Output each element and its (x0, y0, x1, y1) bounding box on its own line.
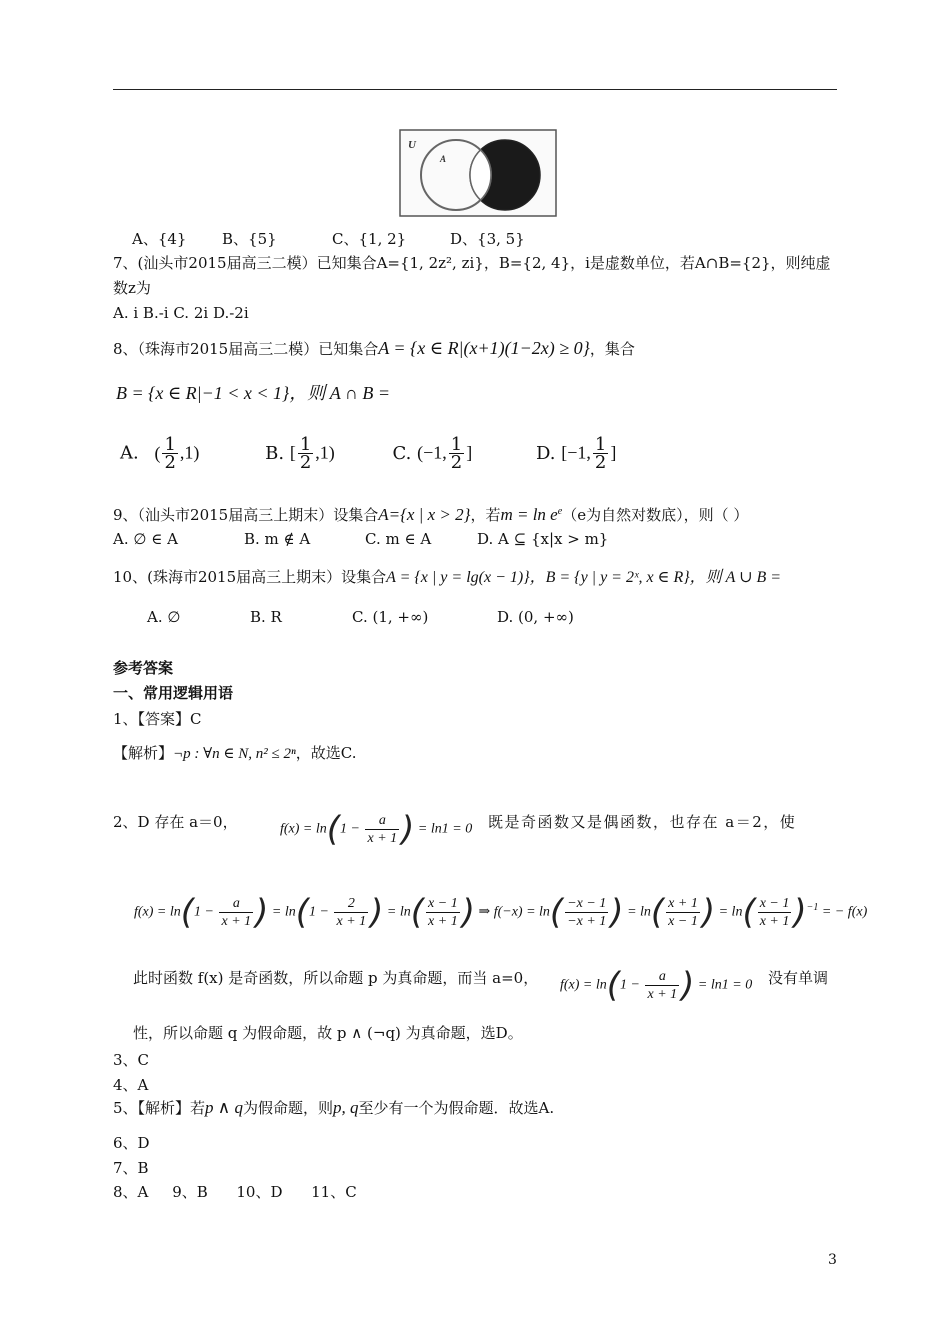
q10-set-a: A = {x | y = lg(x − 1)} (386, 569, 530, 586)
venn-diagram (398, 128, 558, 220)
q8-frac-b: $\frac{1}{2}$ (299, 434, 312, 473)
answer-5-tail: 至少有一个为假命题．故选A. (358, 1099, 555, 1117)
answer-1-analysis (113, 743, 356, 764)
q8-set-a: A = {x ∈ R|(x+1)(1−2x) ≥ 0} (378, 338, 590, 358)
answer-5-math-1: p ∧ q (205, 1098, 243, 1117)
q8-stem (113, 338, 635, 359)
q7-line-1: 7、(汕头市2015届高三二模）已知集合A={1, 2z², zi}，B={2, 4}，i是虚数单位，若A∩B={2}，则纯虚 (113, 254, 831, 272)
q9-mid: ，若 (470, 506, 501, 524)
answer-2-tail-1: 既是奇函数又是偶函数，也存在 a＝2，使 (488, 813, 797, 831)
q8-set-b: B = {x ∈ R|−1 < x < 1}，则 A ∩ B = (116, 383, 391, 403)
answer-3: 3、C (113, 1051, 150, 1069)
answer-5-mid: 为假命题，则 (243, 1099, 334, 1117)
answer-2-start: 2、D 存在 a＝0， (113, 813, 238, 831)
q6-option-a: A、{4} (132, 230, 187, 248)
q6-option-c: C、{1, 2} (332, 230, 407, 248)
q8-options: A. ( $\frac{1}{2}$ ,1) B. [ $\frac{1}{2}$ ,1) C. (−1, $\frac{1}{2}$ ] D. [−1, $\frac{1}{2}$ ] (120, 434, 617, 473)
answer-1-analysis-tail: ，故选C. (295, 744, 357, 762)
answer-8-11: 8、A 9、B 10、D 11、C (113, 1183, 357, 1201)
venn-u-label: U (408, 139, 416, 151)
q7-options: A. i B.-i C. 2i D.-2i (113, 304, 249, 322)
q8-frac-a: $\frac{1}{2}$ (164, 434, 176, 473)
answer-2-line-1 (113, 812, 238, 832)
q8-frac-c: $\frac{1}{2}$ (450, 434, 463, 473)
q10-set-b: ，B = {y | y = 2ˣ, x ∈ R} (529, 569, 690, 586)
venn-a-label: A (440, 154, 447, 164)
answer-6: 6、D (113, 1134, 150, 1152)
answer-4: 4、A (113, 1076, 149, 1094)
page-number: 3 (828, 1252, 837, 1268)
q9-option-c: C. m ∈ A (365, 530, 432, 548)
answer-1: 1、【答案】C (113, 710, 202, 728)
q10-option-c: C. (1, +∞) (352, 608, 429, 626)
answer-2-eq-1: f(x) = ln(1 − $\frac{a}{x + 1}$ ) = ln1 = 0 (280, 809, 473, 850)
answer-2-eq-2: f(x) = ln(1 − $\frac{a}{x + 1}$ ) = ln(1 − $\frac{2}{x + 1}$ ) = ln( $\frac{x - 1}{x + 1}$ ) ⇒ f(−x) = ln( $\frac{-x - 1}{-x + 1}$ ) = ln( $\frac{x + 1}{x - 1}$ ) = ln( $\frac{x - 1}{x + 1}$ )$^{-1}$ = − f(x) (134, 892, 868, 933)
q9-stem: 9、（汕头市2015届高三上期末）设集合A={x | x > 2}，若$m = \ln e^e(e$为自然对数底），则（ ） (113, 505, 749, 524)
answer-1-analysis-math: ¬p : ∀n ∈ N, n² ≤ 2ⁿ (173, 746, 296, 762)
q6-option-b: B、{5} (222, 230, 277, 248)
answers-section-title: 一、常用逻辑用语 (113, 684, 234, 702)
q8-option-d-label: D. (535, 442, 556, 464)
answer-2-line-3-post: 没有单调 (768, 969, 829, 987)
q9-option-a: A. ∅ ∈ A (113, 530, 178, 548)
answer-2-line-3 (133, 968, 538, 988)
q9-set-a: A={x | x > 2} (378, 505, 471, 524)
q8-frac-d: $\frac{1}{2}$ (594, 434, 607, 473)
answer-2-eq-3: f(x) = ln(1 − $\frac{a}{x + 1}$ ) = ln1 = 0 (560, 965, 753, 1006)
q10-stem (113, 567, 781, 588)
answer-5-math-2: p, q (333, 1098, 359, 1117)
answer-2-line-4: 性，所以命题 q 为假命题，故 p ∧ (¬q) 为真命题，选D。 (133, 1024, 523, 1042)
q9-option-d: D. A ⊆ {x|x > m} (477, 530, 609, 548)
q7-line-2: 数z为 (113, 279, 151, 297)
q8-suffix: ，集合 (589, 340, 635, 358)
answer-7: 7、B (113, 1159, 149, 1177)
q10-option-d: D. (0, +∞) (497, 608, 574, 626)
q8-option-c-label: C. (392, 442, 412, 464)
q6-option-d: D、{3, 5} (450, 230, 525, 248)
answer-5 (113, 1098, 554, 1118)
q9-m: m = ln e (500, 505, 558, 524)
q8-option-b-label: B. (265, 442, 285, 464)
q9-prefix: 9、（汕头市2015届高三上期末）设集合 (113, 506, 379, 524)
q10-prefix: 10、(珠海市2015届高三上期末）设集合 (113, 568, 387, 586)
q8-option-a-label: A. (120, 442, 139, 464)
answers-heading: 参考答案 (113, 659, 174, 677)
q10-option-a: A. ∅ (147, 608, 181, 626)
q10-option-b: B. R (250, 608, 282, 626)
q9-option-b: B. m ∉ A (244, 530, 311, 548)
q10-tail: ，则 A ∪ B = (689, 569, 782, 586)
header-rule (113, 89, 837, 90)
answer-1-analysis-label: 【解析】 (113, 744, 174, 762)
answer-5-pre: 5、【解析】若 (113, 1099, 206, 1117)
q8-prefix: 8、（珠海市2015届高三二模）已知集合 (113, 340, 379, 358)
q9-tail: （e为自然对数底），则（ ） (562, 506, 749, 524)
answer-2-line-3-pre: 此时函数 f(x) 是奇函数，所以命题 p 为真命题，而当 a=0， (133, 969, 539, 987)
